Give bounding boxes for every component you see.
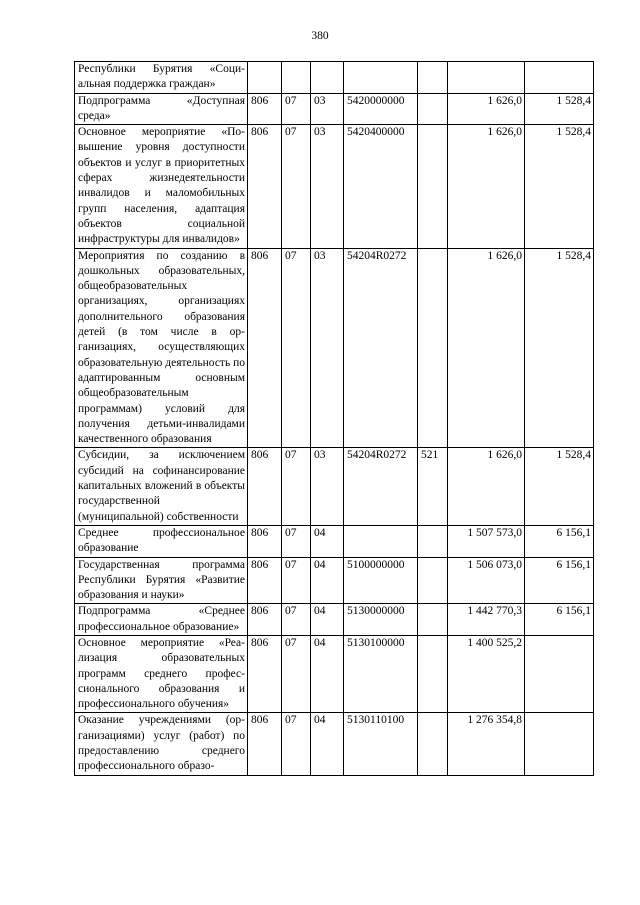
row-description: Основное мероприятие «Повышение уровня доступности объектов и услуг в приоритетных сферах жизнедеятельности инвалидов и маломобильных групп населения, адаптация объектов социальной инфраструктуры для инвалидов» [75, 125, 248, 248]
expense-type-code [418, 62, 448, 94]
section-code: 07 [282, 635, 311, 712]
row-description: Оказание учреждениями (организациями) услуг (работ) по предоставлению среднего профессионального образо- [75, 713, 248, 775]
amount-1: 1 626,0 [448, 93, 525, 125]
amount-2: 6 156,1 [525, 557, 594, 604]
section-code: 07 [282, 248, 311, 448]
target-article-code: 5130000000 [344, 604, 418, 636]
expense-type-code [418, 525, 448, 557]
target-article-code: 5130110100 [344, 713, 418, 775]
amount-1 [448, 62, 525, 94]
section-code: 07 [282, 93, 311, 125]
amount-2 [525, 713, 594, 775]
amount-2: 1 528,4 [525, 93, 594, 125]
amount-1: 1 442 770,3 [448, 604, 525, 636]
subsection-code: 03 [311, 248, 344, 448]
subsection-code: 03 [311, 448, 344, 525]
dept-code: 806 [248, 635, 282, 712]
page-number: 380 [311, 30, 329, 42]
expense-type-code [418, 713, 448, 775]
section-code: 07 [282, 525, 311, 557]
dept-code [248, 62, 282, 94]
table-row [75, 525, 594, 557]
dept-code: 806 [248, 125, 282, 248]
row-description: Подпрограмма «Среднее профессиональное образование» [75, 604, 248, 636]
dept-code: 806 [248, 604, 282, 636]
target-article-code [344, 525, 418, 557]
subsection-code: 04 [311, 713, 344, 775]
subsection-code: 04 [311, 604, 344, 636]
expense-type-code [418, 557, 448, 604]
table-row [75, 635, 594, 712]
row-description: Субсидии, за исключением субсидий на софинансирование капитальных вложений в объекты государственной (муниципальной) собственности [75, 448, 248, 525]
amount-2: 1 528,4 [525, 448, 594, 525]
amount-1: 1 400 525,2 [448, 635, 525, 712]
table-row [75, 557, 594, 604]
amount-2: 6 156,1 [525, 604, 594, 636]
section-code: 07 [282, 557, 311, 604]
section-code: 07 [282, 125, 311, 248]
amount-2: 1 528,4 [525, 248, 594, 448]
amount-1: 1 626,0 [448, 248, 525, 448]
subsection-code: 03 [311, 93, 344, 125]
target-article-code: 5100000000 [344, 557, 418, 604]
row-description: Республики Бурятия «Социальная поддержка граждан» [75, 62, 248, 94]
section-code [282, 62, 311, 94]
subsection-code: 04 [311, 635, 344, 712]
target-article-code [344, 62, 418, 94]
row-description: Основное мероприятие «Реализация образовательных программ среднего профессионального образования и профессионального обучения» [75, 635, 248, 712]
table-row [75, 248, 594, 448]
section-code: 07 [282, 604, 311, 636]
subsection-code: 04 [311, 525, 344, 557]
dept-code: 806 [248, 448, 282, 525]
subsection-code: 04 [311, 557, 344, 604]
subsection-code [311, 62, 344, 94]
amount-1: 1 507 573,0 [448, 525, 525, 557]
dept-code: 806 [248, 93, 282, 125]
amount-2: 1 528,4 [525, 125, 594, 248]
target-article-code: 5420000000 [344, 93, 418, 125]
budget-table [74, 61, 594, 776]
dept-code: 806 [248, 713, 282, 775]
amount-1: 1 276 354,8 [448, 713, 525, 775]
amount-2 [525, 62, 594, 94]
section-code: 07 [282, 448, 311, 525]
subsection-code: 03 [311, 125, 344, 248]
table-row [75, 448, 594, 525]
amount-1: 1 626,0 [448, 448, 525, 525]
expense-type-code: 521 [418, 448, 448, 525]
expense-type-code [418, 93, 448, 125]
dept-code: 806 [248, 525, 282, 557]
amount-1: 1 506 073,0 [448, 557, 525, 604]
row-description: Государственная программа Республики Бурятия «Развитие образования и науки» [75, 557, 248, 604]
table-row [75, 93, 594, 125]
expense-type-code [418, 248, 448, 448]
amount-2: 6 156,1 [525, 525, 594, 557]
target-article-code: 5420400000 [344, 125, 418, 248]
target-article-code: 54204R0272 [344, 248, 418, 448]
table-row [75, 713, 594, 775]
row-description: Мероприятия по созданию в дошкольных образовательных, общеобразовательных организациях, организациях дополнительного образования детей (в том числе в организациях, осуществляющих образовательную деятельность по адаптированным основным общеобразовательным программам) условий для получения детьми-инвалидами качественного образования [75, 248, 248, 448]
expense-type-code [418, 635, 448, 712]
amount-1: 1 626,0 [448, 125, 525, 248]
table-row [75, 604, 594, 636]
target-article-code: 54204R0272 [344, 448, 418, 525]
expense-type-code [418, 125, 448, 248]
row-description: Среднее профессиональное образование [75, 525, 248, 557]
expense-type-code [418, 604, 448, 636]
table-row [75, 125, 594, 248]
table-row [75, 62, 594, 94]
dept-code: 806 [248, 248, 282, 448]
dept-code: 806 [248, 557, 282, 604]
row-description: Подпрограмма «Доступная среда» [75, 93, 248, 125]
section-code: 07 [282, 713, 311, 775]
amount-2 [525, 635, 594, 712]
target-article-code: 5130100000 [344, 635, 418, 712]
